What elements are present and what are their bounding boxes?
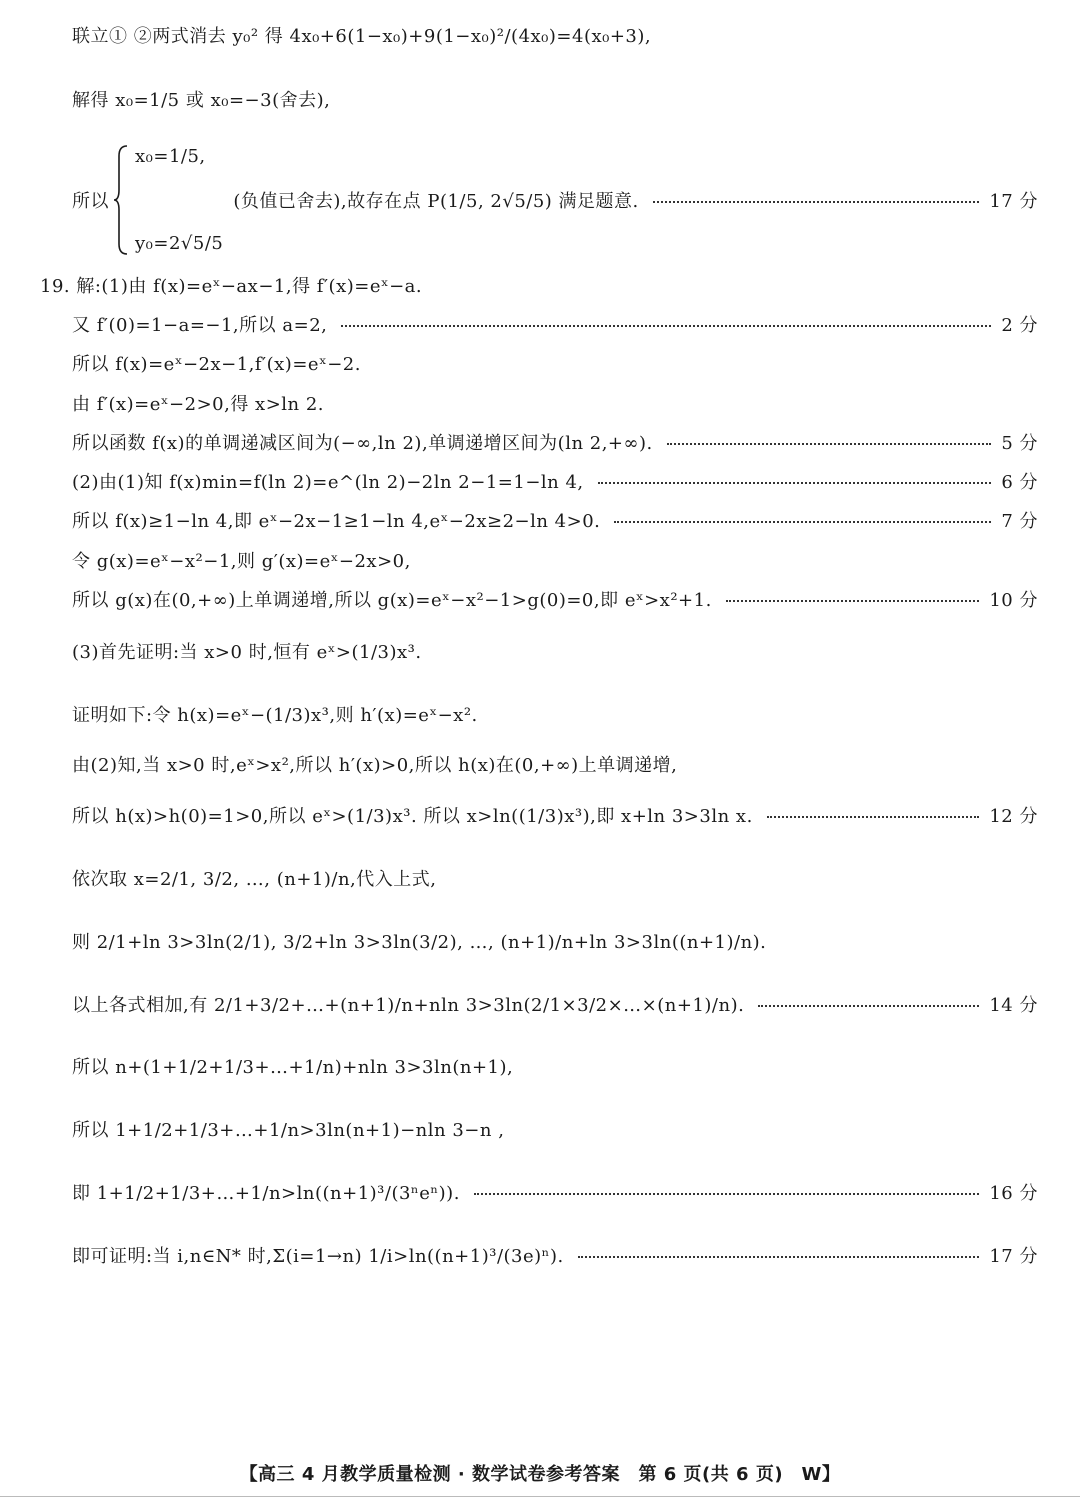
line-text: 证明如下:令 h(x)=eˣ−(1/3)x³,则 h′(x)=eˣ−x². <box>72 705 478 726</box>
line-22 <box>72 1179 1038 1205</box>
line-10 <box>72 507 1038 533</box>
line-text: (3)首先证明:当 x>0 时,恒有 eˣ>(1/3)x³. <box>72 642 422 663</box>
line-8 <box>72 429 1038 455</box>
line-15 <box>72 751 1038 777</box>
line-text: 由(2)知,当 x>0 时,eˣ>x²,所以 h′(x)>0,所以 h(x)在(0,+∞)上单调递增, <box>72 755 678 776</box>
score: 7 分 <box>1001 511 1038 532</box>
line-13 <box>72 638 1038 664</box>
line-14 <box>72 701 1038 727</box>
dot-leader <box>474 1193 979 1195</box>
system-prefix: 所以 <box>72 191 109 212</box>
line-9 <box>72 468 1038 494</box>
line-1 <box>72 22 1038 48</box>
line-text: (负值已舍去),故存在点 P(1/5, 2√5/5) 满足题意. <box>233 191 639 212</box>
line-text: 所以 g(x)在(0,+∞)上单调递增,所以 g(x)=eˣ−x²−1>g(0)=0,即 eˣ>x²+1. <box>72 590 712 611</box>
footer-divider <box>0 1496 1080 1497</box>
line-5 <box>72 311 1038 337</box>
line-text: 所以 n+(1+1/2+1/3+…+1/n)+nln 3>3ln(n+1), <box>72 1057 514 1078</box>
page-footer: 【高三 4 月教学质量检测 · 数学试卷参考答案 第 6 页(共 6 页) W】 <box>239 1464 841 1485</box>
score: 6 分 <box>1001 472 1038 493</box>
line-text: 则 2/1+ln 3>3ln(2/1), 3/2+ln 3>3ln(3/2), …, (n+1)/n+ln 3>3ln((n+1)/n). <box>72 932 767 953</box>
score: 5 分 <box>1001 433 1038 454</box>
line-text: 所以 f(x)≥1−ln 4,即 eˣ−2x−1≥1−ln 4,eˣ−2x≥2−ln 4>0. <box>72 511 601 532</box>
dot-leader <box>578 1256 980 1258</box>
dot-leader <box>341 325 991 327</box>
line-6 <box>72 350 1038 376</box>
score: 17 分 <box>989 1246 1038 1267</box>
line-12 <box>72 586 1038 612</box>
dot-leader <box>767 816 980 818</box>
line-text: 解得 x₀=1/5 或 x₀=−3(舍去), <box>72 90 331 111</box>
line-text: 联立① ②两式消去 y₀² 得 4x₀+6(1−x₀)+9(1−x₀)²/(4x₀)=4(x₀+3), <box>72 26 652 47</box>
line-17 <box>72 865 1038 891</box>
score: 12 分 <box>989 806 1038 827</box>
line-text: 所以函数 f(x)的单调递减区间为(−∞,ln 2),单调递增区间为(ln 2,+∞). <box>72 433 653 454</box>
dot-leader <box>758 1005 979 1007</box>
line-19 <box>72 991 1038 1017</box>
score: 2 分 <box>1001 315 1038 336</box>
line-text: 即可证明:当 i,n∈N* 时,Σ(i=1→n) 1/i>ln((n+1)³/(3e)ⁿ). <box>72 1246 564 1267</box>
score: 10 分 <box>989 590 1038 611</box>
system-row-y0: y₀=2√5/5 <box>135 233 224 254</box>
line-text: 即 1+1/2+1/3+…+1/n>ln((n+1)³/(3ⁿeⁿ)). <box>72 1183 460 1204</box>
line-text: 以上各式相加,有 2/1+3/2+…+(n+1)/n+nln 3>3ln(2/1×3/2×…×(n+1)/n). <box>72 995 745 1016</box>
left-brace-icon <box>113 144 129 256</box>
line-16 <box>72 802 1038 828</box>
line-text: 所以 f(x)=eˣ−2x−1,f′(x)=eˣ−2. <box>72 354 361 375</box>
line-18 <box>72 928 1038 954</box>
system-of-equations <box>72 142 1038 258</box>
line-2 <box>72 86 1038 112</box>
dot-leader <box>653 201 980 203</box>
score: 17 分 <box>989 191 1038 212</box>
line-4 <box>40 272 1038 298</box>
line-text: 依次取 x=2/1, 3/2, …, (n+1)/n,代入上式, <box>72 869 437 890</box>
line-23 <box>72 1242 1038 1268</box>
line-11 <box>72 547 1038 573</box>
line-text: 令 g(x)=eˣ−x²−1,则 g′(x)=eˣ−2x>0, <box>72 551 411 572</box>
line-20 <box>72 1053 1038 1079</box>
line-text: 所以 1+1/2+1/3+…+1/n>3ln(n+1)−nln 3−n , <box>72 1120 505 1141</box>
dot-leader <box>726 600 980 602</box>
score: 16 分 <box>989 1183 1038 1204</box>
dot-leader <box>667 443 992 445</box>
line-text: (2)由(1)知 f(x)min=f(ln 2)=e^(ln 2)−2ln 2−1=1−ln 4, <box>72 472 584 493</box>
score: 14 分 <box>989 995 1038 1016</box>
line-text: 所以 h(x)>h(0)=1>0,所以 eˣ>(1/3)x³. 所以 x>ln((1/3)x³),即 x+ln 3>3ln x. <box>72 806 753 827</box>
line-text: 又 f′(0)=1−a=−1,所以 a=2, <box>72 315 328 336</box>
line-text: 由 f′(x)=eˣ−2>0,得 x>ln 2. <box>72 394 325 415</box>
system-row-x0: x₀=1/5, <box>135 146 206 167</box>
line-7 <box>72 390 1038 416</box>
dot-leader <box>614 521 991 523</box>
line-text: 19. 解:(1)由 f(x)=eˣ−ax−1,得 f′(x)=eˣ−a. <box>40 276 423 297</box>
dot-leader <box>598 482 992 484</box>
system-rows <box>135 146 223 254</box>
line-21 <box>72 1116 1038 1142</box>
